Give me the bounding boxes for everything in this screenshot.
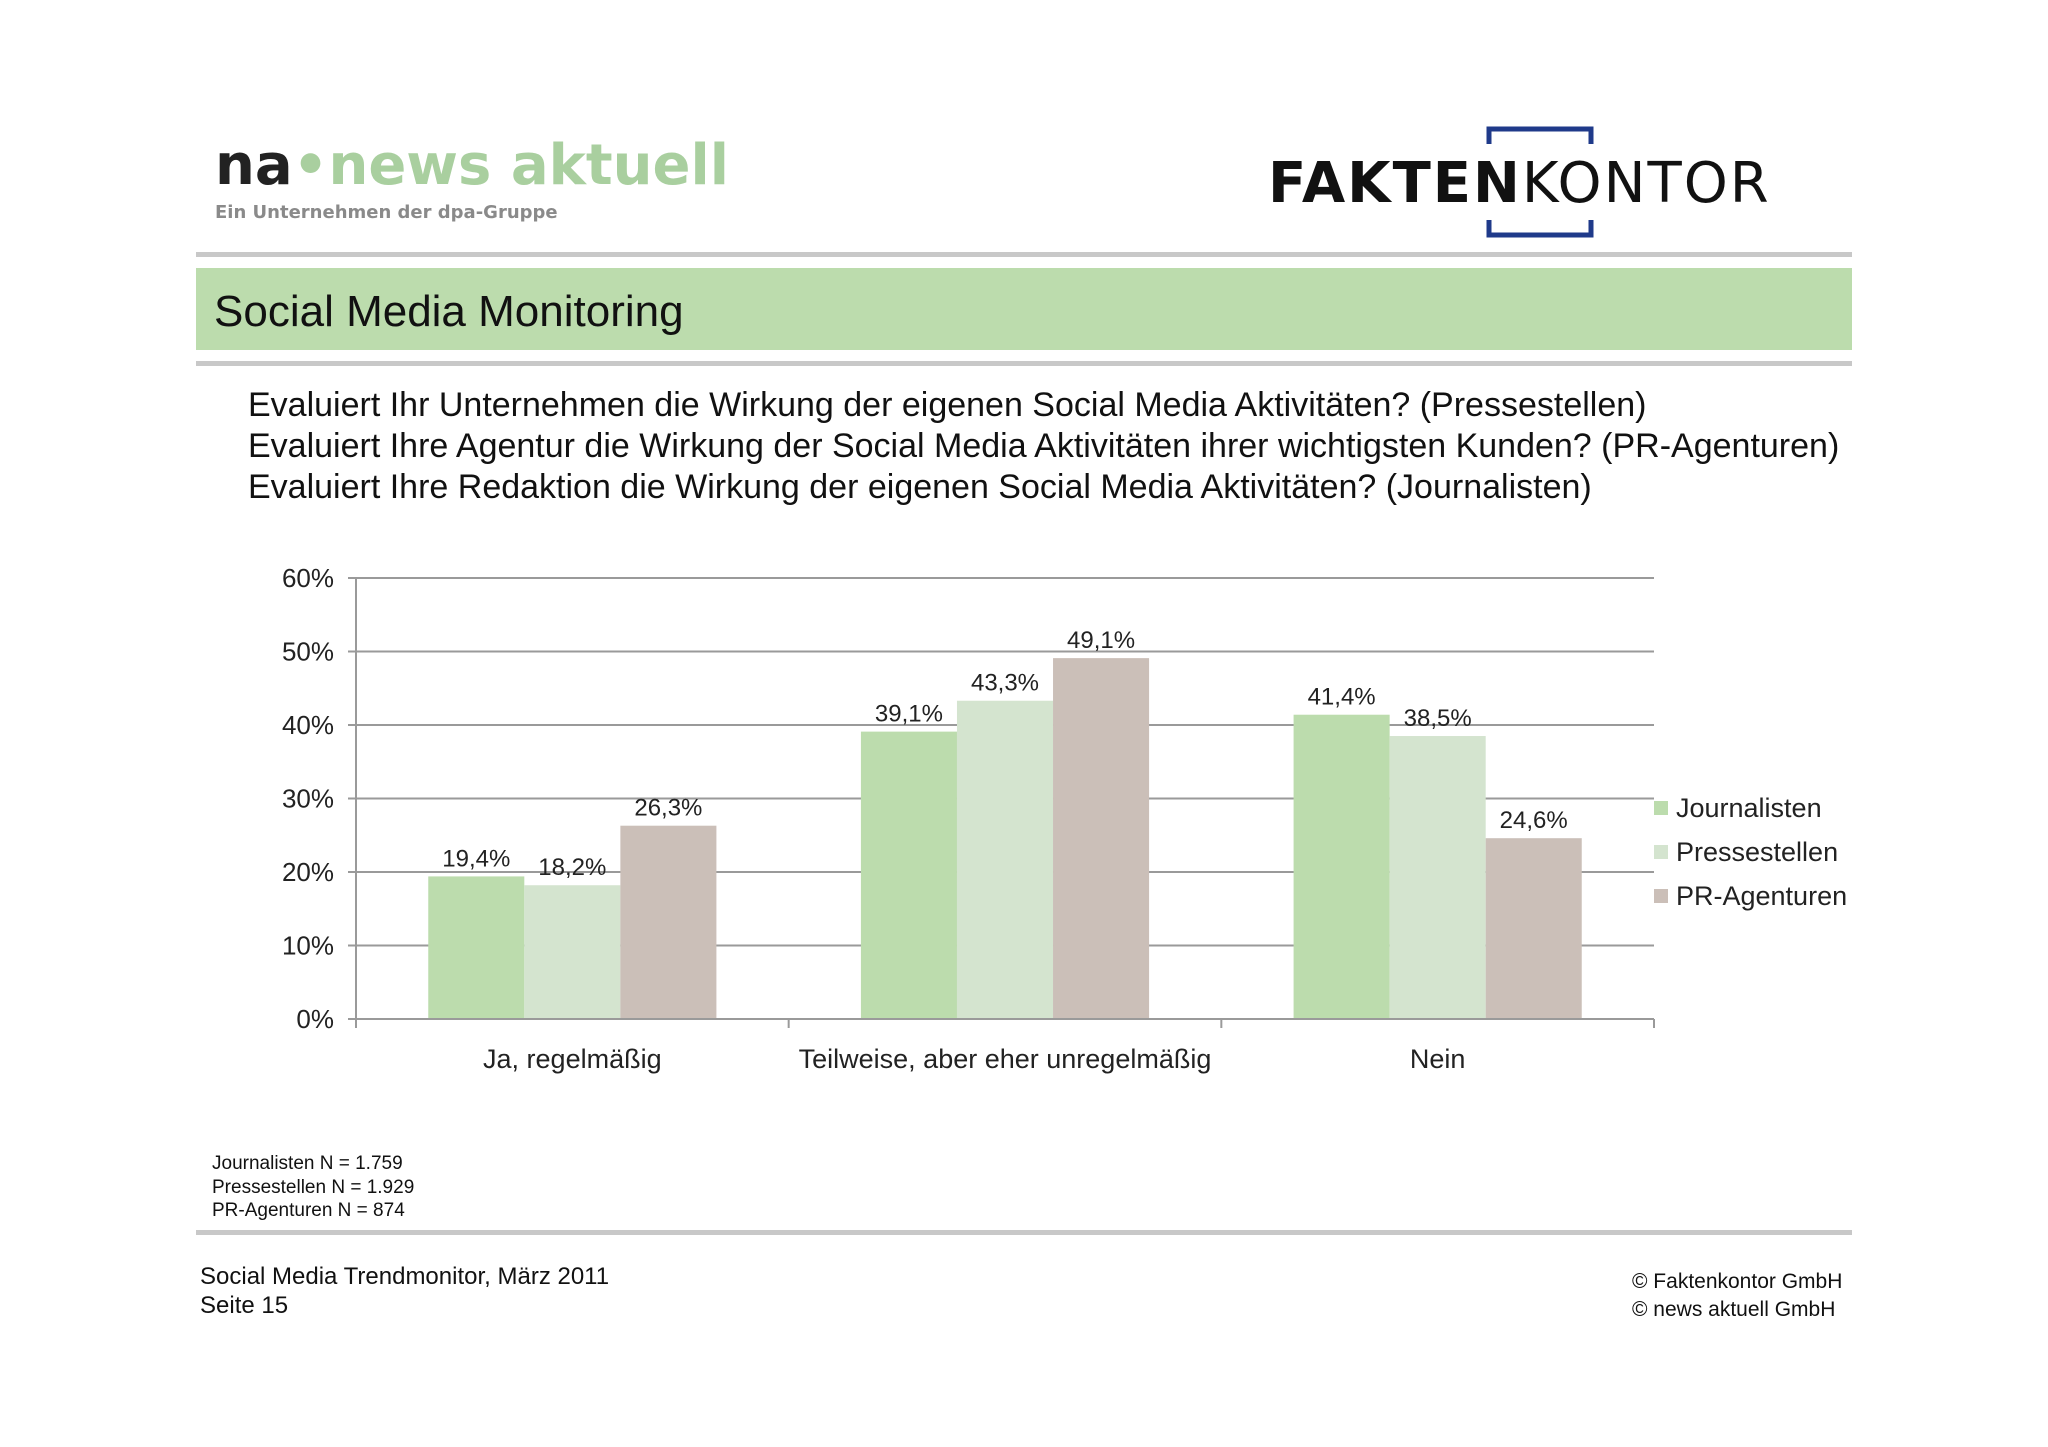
y-tick-label: 40% bbox=[281, 710, 334, 740]
bar-pressestellen bbox=[524, 885, 620, 1019]
legend-label: Pressestellen bbox=[1676, 837, 1839, 867]
logo-bold-text: FAKTEN bbox=[1268, 151, 1522, 216]
footer-rule bbox=[196, 1230, 1852, 1235]
footer-copyright bbox=[1632, 1268, 1842, 1324]
data-label: 41,4% bbox=[1307, 683, 1376, 711]
data-label: 26,3% bbox=[634, 794, 703, 822]
legend-label: PR-Agenturen bbox=[1676, 881, 1848, 911]
y-tick-label: 30% bbox=[281, 783, 334, 814]
logo-light-text: KONTOR bbox=[1521, 151, 1771, 216]
x-category-label: Nein bbox=[1409, 1044, 1466, 1074]
logo-tagline: Ein Unternehmen der dpa-Gruppe bbox=[215, 202, 558, 223]
page-number: Seite 15 bbox=[200, 1292, 289, 1319]
x-category-label: Teilweise, aber eher unregelmäßig bbox=[798, 1044, 1212, 1074]
legend-item-pr-agenturen bbox=[1654, 874, 1847, 918]
data-label: 24,6% bbox=[1499, 807, 1568, 835]
legend-swatch bbox=[1654, 845, 1668, 859]
bar-pressestellen bbox=[1390, 736, 1486, 1019]
legend-label: Journalisten bbox=[1676, 793, 1822, 823]
sample-sizes bbox=[212, 1152, 414, 1223]
copyright-faktenkontor: © Faktenkontor GmbH bbox=[1632, 1270, 1843, 1293]
y-tick-label: 0% bbox=[296, 1004, 334, 1034]
y-tick-label: 10% bbox=[281, 930, 334, 961]
logo-mark: na bbox=[215, 133, 293, 198]
question-pressestellen: Evaluiert Ihr Unternehmen die Wirkung der eigenen Social Media Aktivitäten? (Pressestellen) bbox=[248, 386, 1647, 424]
logo-name: news aktuell bbox=[328, 133, 729, 198]
page-title: Social Media Monitoring bbox=[214, 287, 684, 336]
data-label: 18,2% bbox=[538, 854, 607, 882]
sample-size-pr-agenturen: PR-Agenturen N = 874 bbox=[212, 1200, 405, 1221]
y-tick-label: 50% bbox=[281, 636, 334, 667]
bar-pr-agenturen bbox=[1486, 838, 1582, 1019]
bar-pr-agenturen bbox=[620, 826, 716, 1019]
data-label: 19,4% bbox=[442, 845, 511, 873]
question-journalisten: Evaluiert Ihre Redaktion die Wirkung der eigenen Social Media Aktivitäten? (Journalisten) bbox=[248, 468, 1592, 506]
legend-swatch bbox=[1654, 801, 1668, 815]
data-label: 39,1% bbox=[874, 700, 943, 728]
bar-pr-agenturen bbox=[1053, 658, 1149, 1019]
data-label: 43,3% bbox=[970, 669, 1040, 697]
footer-source bbox=[200, 1262, 609, 1320]
bar-journalisten bbox=[861, 732, 957, 1019]
sample-size-journalisten: Journalisten N = 1.759 bbox=[212, 1153, 403, 1174]
bar-journalisten bbox=[1294, 715, 1390, 1019]
data-label: 38,5% bbox=[1403, 705, 1472, 733]
chart-legend bbox=[1654, 786, 1847, 918]
copyright-news-aktuell: © news aktuell GmbH bbox=[1632, 1298, 1836, 1321]
legend-swatch bbox=[1654, 889, 1668, 903]
logo-separator: • bbox=[292, 133, 329, 198]
y-tick-label: 20% bbox=[281, 857, 334, 887]
data-label: 49,1% bbox=[1067, 627, 1136, 655]
source-text: Social Media Trendmonitor, März 2011 bbox=[200, 1263, 610, 1290]
sample-size-pressestellen: Pressestellen N = 1.929 bbox=[212, 1176, 415, 1198]
bar-pressestellen bbox=[957, 701, 1053, 1019]
legend-item-journalisten bbox=[1654, 786, 1847, 830]
x-category-label: Ja, regelmäßig bbox=[483, 1044, 662, 1074]
bar-journalisten bbox=[428, 876, 524, 1019]
question-pr-agenturen: Evaluiert Ihre Agentur die Wirkung der Social Media Aktivitäten ihrer wichtigsten Kunden? (PR-Agenturen) bbox=[248, 427, 1840, 465]
legend-item-pressestellen bbox=[1654, 830, 1847, 874]
y-tick-label: 60% bbox=[281, 563, 334, 593]
